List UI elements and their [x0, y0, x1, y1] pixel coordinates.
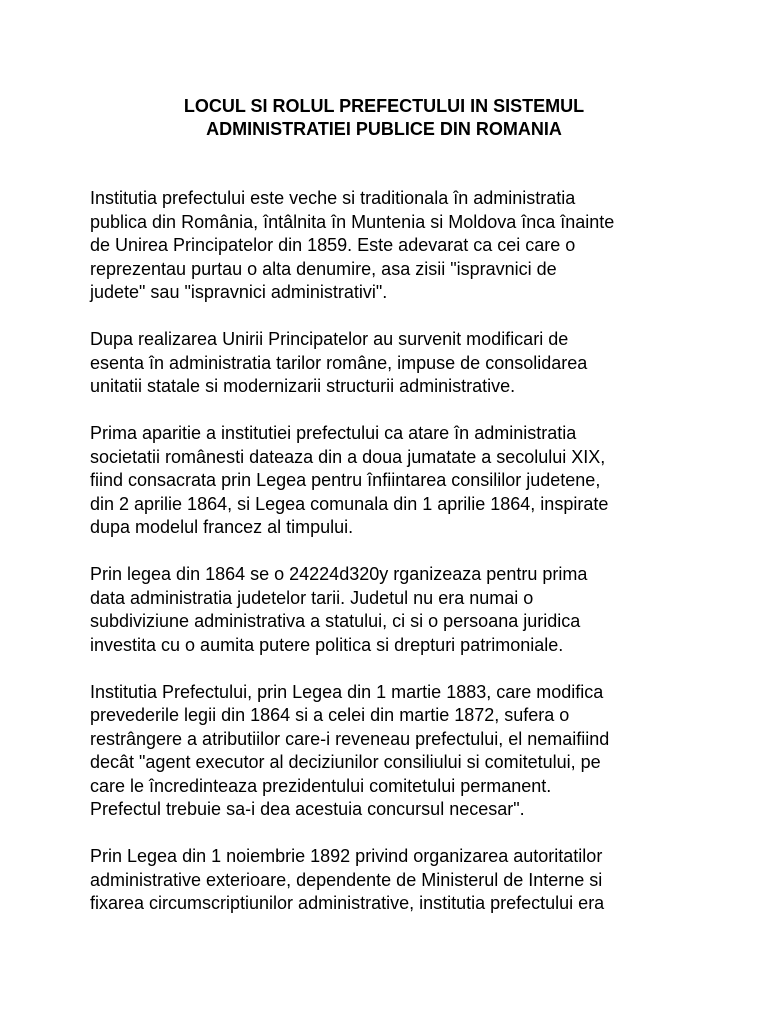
document-title: LOCUL SI ROLUL PREFECTULUI IN SISTEMUL ADMINISTRATIEI PUBLICE DIN ROMANIA	[183, 96, 585, 139]
paragraph-6: Prin Legea din 1 noiembrie 1892 privind organizarea autoritatilor administrative exterioare, dependente de Ministerul de Interne si fixarea circumscriptiunilor administrative, institutia prefectului era	[90, 846, 605, 913]
paragraph-2: Dupa realizarea Unirii Principatelor au survenit modificari de esenta în administratia tarilor române, impuse de consolidarea unitatii statale si modernizarii structurii administrative.	[90, 329, 588, 396]
paragraph-5: Institutia Prefectului, prin Legea din 1 martie 1883, care modifica prevederile legii din 1864 si a celei din martie 1872, sufera o restrângere a atributiilor care-i reveneau prefectului, el nemaifiind decât "agent executor al deciziunilor consiliului si comitetului, pe care le încredinteaza prezidentului comitetului permanent. Prefectul trebuie sa-i dea acestuia concursul necesar".	[90, 681, 610, 819]
paragraph-4: Prin legea din 1864 se o 24224d320y rganizeaza pentru prima data administratia judetelor tarii. Judetul nu era numai o subdiviziune administrativa a statului, ci si o persoana juridica investita cu o aumita putere politica si drepturi patrimoniale.	[90, 564, 588, 655]
document-body	[90, 187, 690, 939]
paragraph-1: Institutia prefectului este veche si traditionala în administratia publica din România, întâlnita în Muntenia si Moldova înca înainte de Unirea Principatelor din 1859. Este adevarat ca cei care o reprezentau purtau o alta denumire, asa zisii "ispravnici de judete" sau "ispravnici administrativi".	[90, 188, 615, 302]
paragraph-3: Prima aparitie a institutiei prefectului ca atare în administratia societatii românesti dateaza din a doua jumatate a secolului XIX, fiind consacrata prin Legea pentru înfiintarea consililor judetene, din 2 aprilie 1864, si Legea comunala din 1 aprilie 1864, inspirate dupa modelul francez al timpului.	[90, 423, 609, 537]
